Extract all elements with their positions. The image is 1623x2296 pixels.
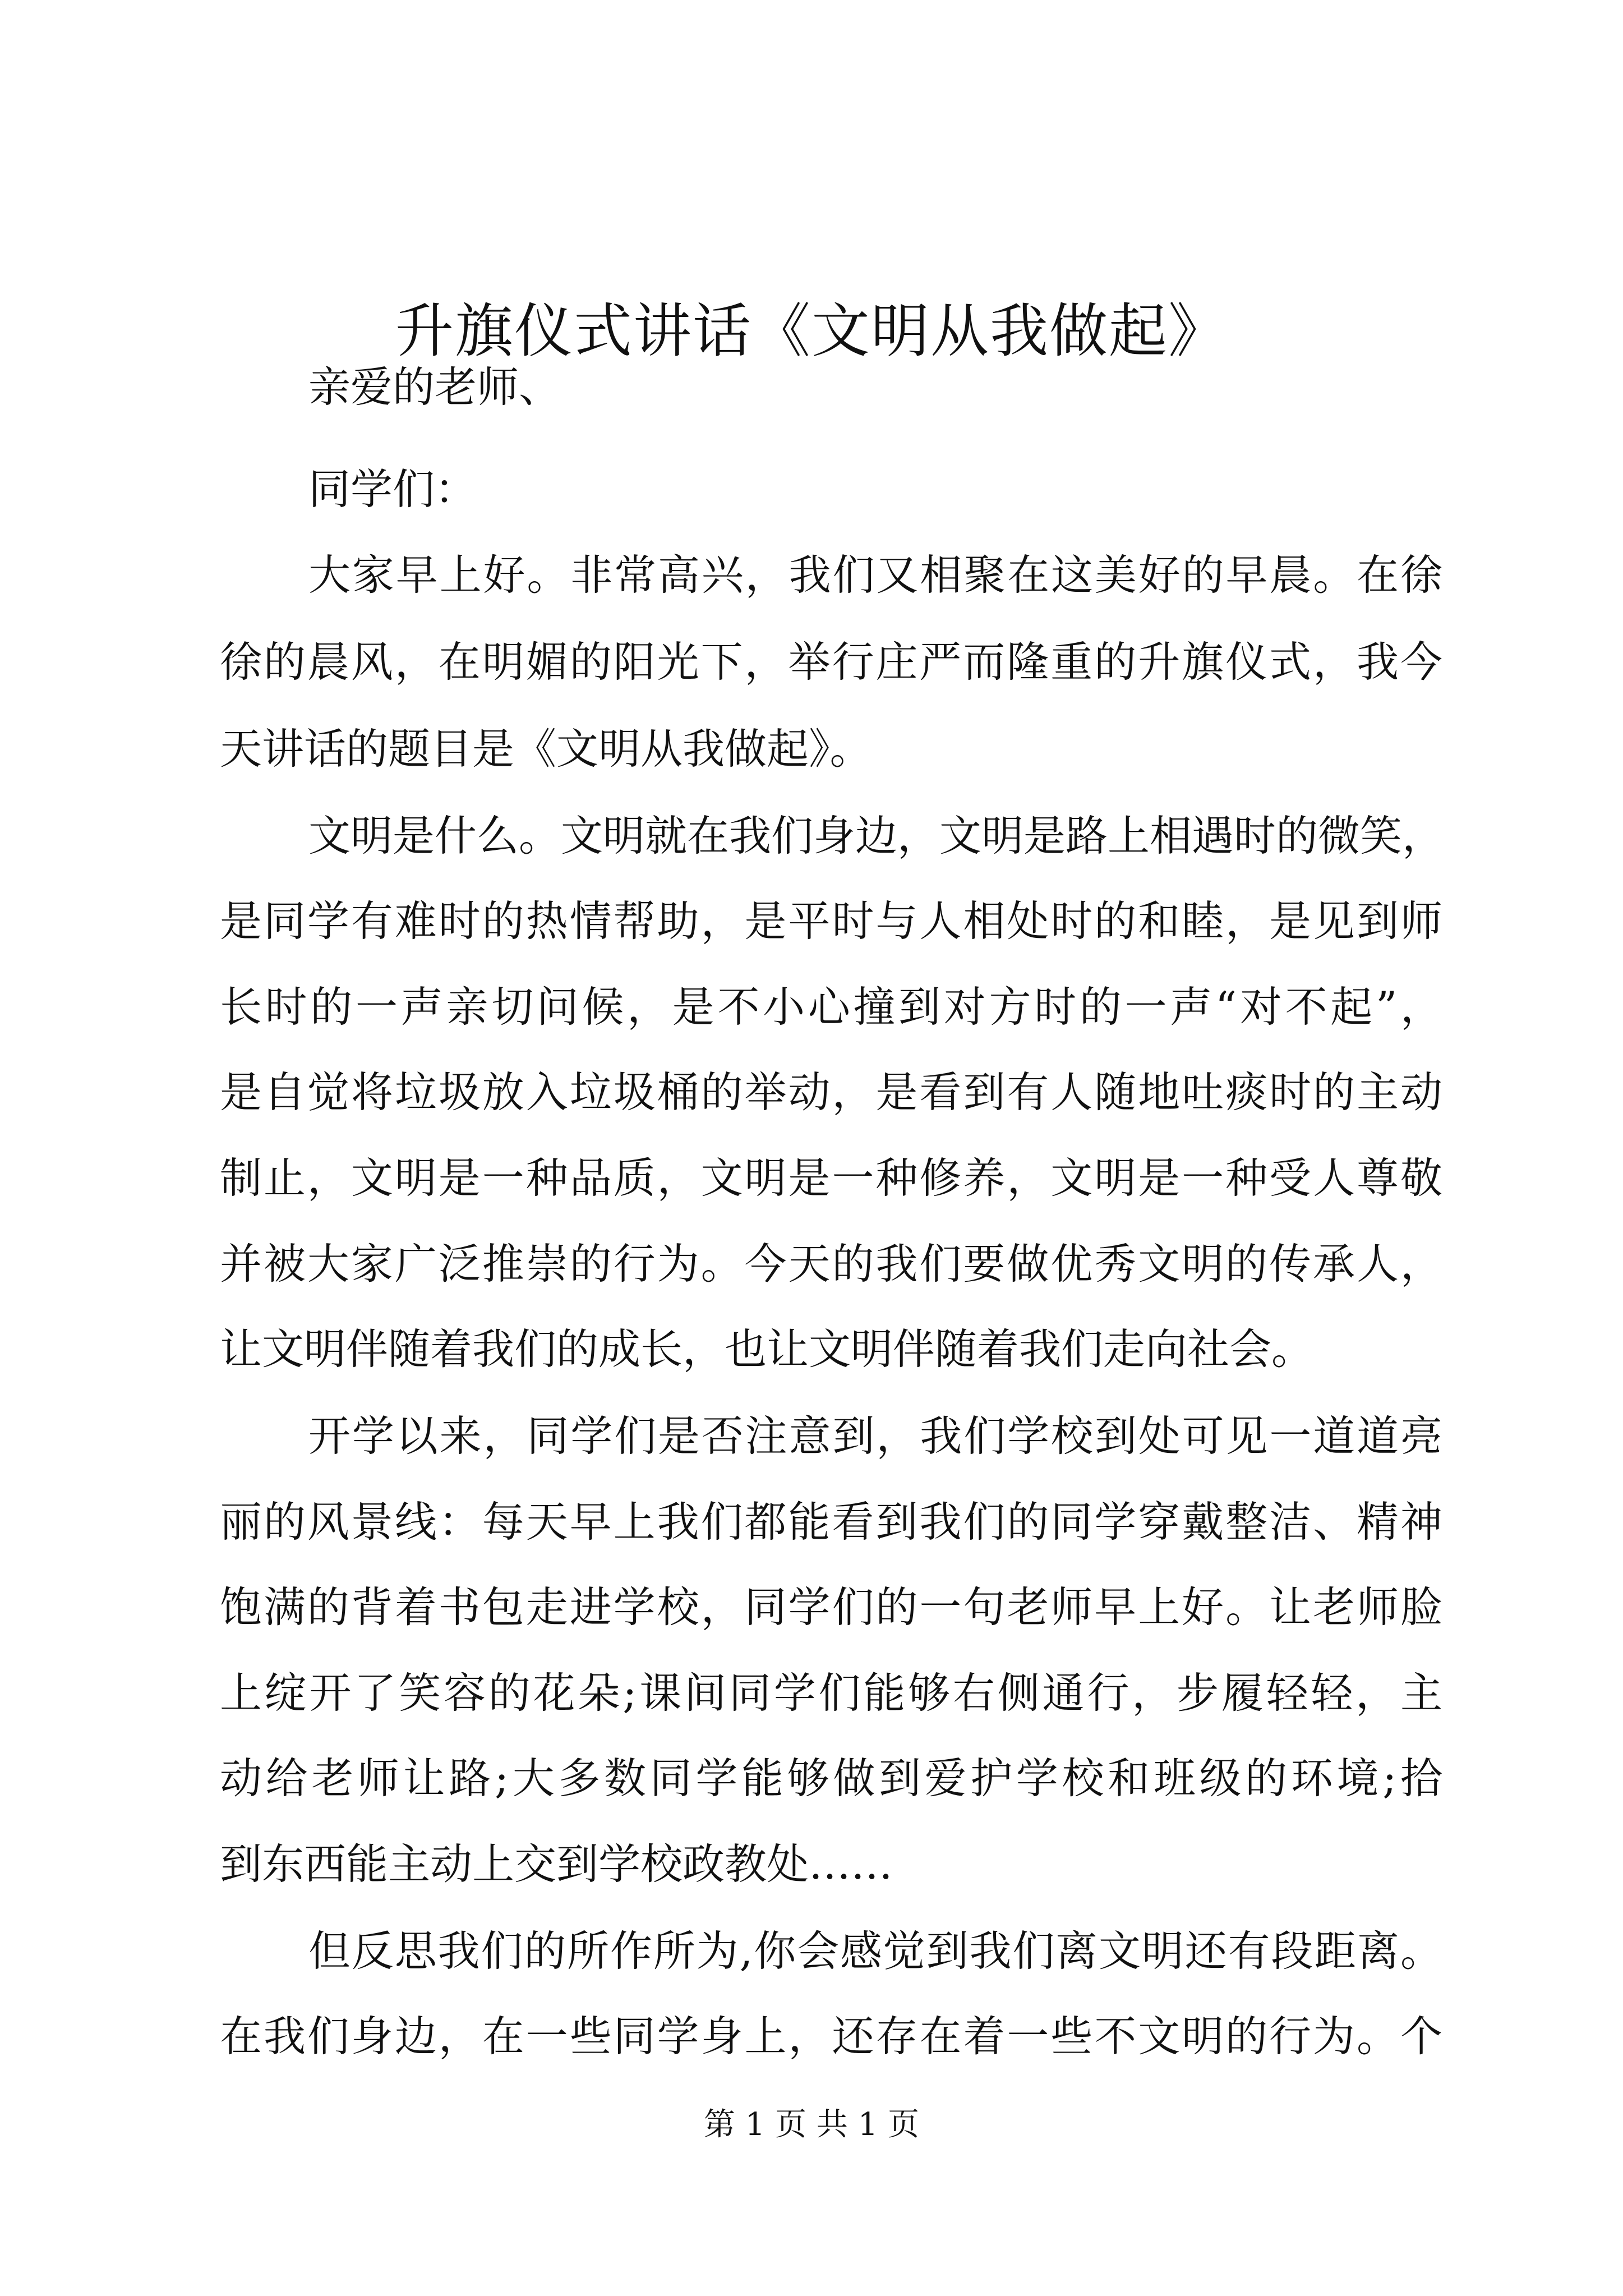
paragraph-line: 到东西能主动上交到学校政教处……: [220, 1839, 893, 1889]
document-title: 升旗仪式讲话《文明从我做起》: [395, 297, 1228, 365]
paragraph-line: 大家早上好。非常高兴，我们又相聚在这美好的早晨。在徐: [308, 550, 1442, 600]
paragraph-line: 让文明伴随着我们的成长，也让文明伴随着我们走向社会。: [220, 1324, 1314, 1374]
paragraph-line: 开学以来，同学们是否注意到，我们学校到处可见一道道亮: [308, 1411, 1442, 1461]
salutation-line: 同学们：: [308, 464, 477, 514]
paragraph-line: 徐的晨风，在明媚的阳光下，举行庄严而隆重的升旗仪式，我今: [220, 637, 1442, 687]
paragraph-line: 但反思我们的所作所为,你会感觉到我们离文明还有段距离。: [308, 1926, 1442, 1976]
page-footer: 第 1 页 共 1 页: [703, 2106, 920, 2143]
paragraph-line: 丽的风景线：每天早上我们都能看到我们的同学穿戴整洁、精神: [220, 1497, 1442, 1547]
paragraph-line: 在我们身边，在一些同学身上，还存在着一些不文明的行为。个: [220, 2012, 1442, 2061]
paragraph-line: 并被大家广泛推崇的行为。今天的我们要做优秀文明的传承人，: [220, 1239, 1442, 1289]
salutation-line: 亲爱的老师、: [308, 362, 561, 412]
paragraph-line: 制止，文明是一种品质，文明是一种修养，文明是一种受人尊敬: [220, 1153, 1442, 1203]
paragraph-line: 上绽开了笑容的花朵;课间同学们能够右侧通行，步履轻轻，主: [220, 1668, 1442, 1718]
paragraph-line: 天讲话的题目是《文明从我做起》。: [220, 724, 872, 774]
paragraph-line: 饱满的背着书包走进学校，同学们的一句老师早上好。让老师脸: [220, 1582, 1442, 1632]
paragraph-line: 是同学有难时的热情帮助，是平时与人相处时的和睦，是见到师: [220, 896, 1442, 946]
paragraph-line: 文明是什么。文明就在我们身边，文明是路上相遇时的微笑，: [308, 811, 1445, 861]
paragraph-line: 长时的一声亲切问候，是不小心撞到对方时的一声“对不起”，: [220, 982, 1442, 1032]
paragraph-line: 动给老师让路;大多数同学能够做到爱护学校和班级的环境;拾: [220, 1754, 1442, 1803]
paragraph-line: 是自觉将垃圾放入垃圾桶的举动，是看到有人随地吐痰时的主动: [220, 1068, 1442, 1117]
